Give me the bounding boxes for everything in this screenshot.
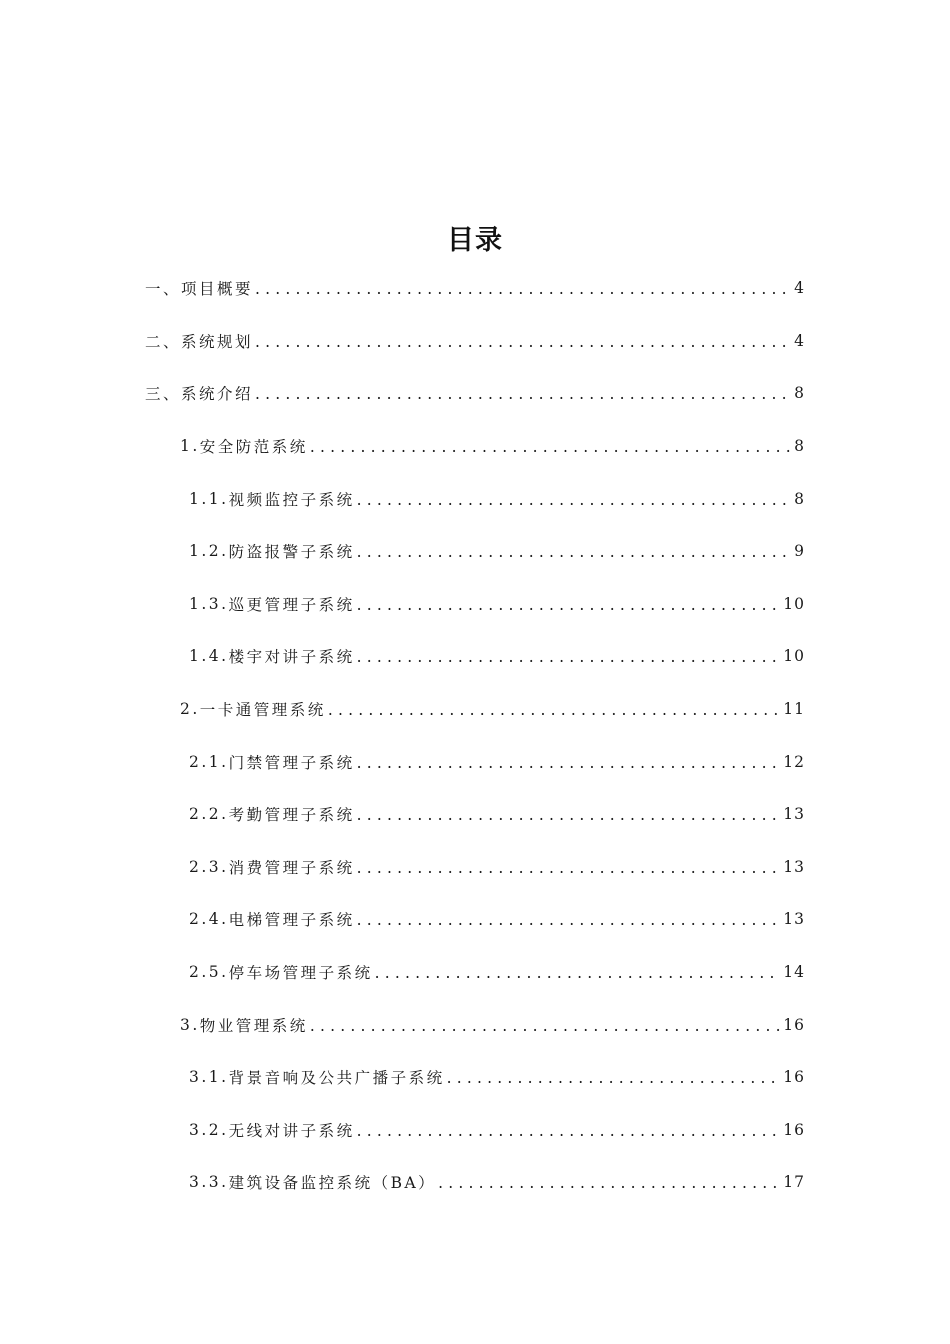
toc-entry-label: 楼宇对讲子系统 — [228, 648, 355, 667]
toc-entry[interactable] — [0, 367, 950, 420]
toc-entry-label: 一卡通管理系统 — [199, 701, 326, 720]
toc-entry-label: 防盗报警子系统 — [228, 543, 355, 562]
toc-entry-page: 4 — [794, 331, 805, 350]
toc-entry-label: 视频监控子系统 — [228, 490, 355, 509]
toc-entry-number: 二、 — [145, 332, 182, 351]
toc-dot-leader — [357, 911, 782, 929]
toc-entry[interactable] — [0, 578, 950, 631]
toc-entry[interactable] — [0, 630, 950, 683]
toc-entry-page: 10 — [783, 594, 805, 613]
toc-entry-page: 8 — [794, 489, 805, 508]
toc-entry-label: 项目概要 — [181, 280, 254, 299]
toc-entry-page: 16 — [783, 1015, 805, 1034]
toc-entry[interactable] — [0, 683, 950, 736]
toc-entry-page: 14 — [783, 963, 805, 982]
toc-entry-label: 门禁管理子系统 — [228, 753, 355, 772]
toc-entry-page: 12 — [783, 752, 805, 771]
toc-dot-leader — [357, 754, 782, 772]
toc-entry[interactable] — [0, 1104, 950, 1157]
toc-entry-number: 2. — [180, 700, 200, 719]
toc-entry-number: 1.2. — [189, 542, 229, 561]
toc-dot-leader — [447, 1069, 782, 1087]
toc-entry[interactable] — [0, 262, 950, 315]
toc-entry-label: 安全防范系统 — [199, 438, 308, 457]
toc-dot-leader — [357, 648, 782, 666]
toc-entry-page: 10 — [783, 647, 805, 666]
toc-entry-number: 3. — [180, 1015, 200, 1034]
toc-entry-number: 1.1. — [189, 489, 229, 508]
toc-entry[interactable] — [0, 420, 950, 473]
toc-entry-label: 消费管理子系统 — [228, 858, 355, 877]
toc-entry-page: 16 — [783, 1120, 805, 1139]
toc-entry[interactable] — [0, 1051, 950, 1104]
toc-entry[interactable] — [0, 1156, 950, 1209]
toc-entry[interactable] — [0, 841, 950, 894]
toc-entry-page: 13 — [783, 805, 805, 824]
toc-entry-label: 系统介绍 — [181, 385, 254, 404]
toc-entry[interactable] — [0, 893, 950, 946]
toc-entry-page: 4 — [794, 279, 805, 298]
toc-entry-label: 无线对讲子系统 — [228, 1121, 355, 1140]
toc-dot-leader — [438, 1174, 781, 1192]
toc-entry-number: 2.4. — [189, 910, 229, 929]
toc-dot-leader — [310, 1017, 781, 1035]
toc-dot-leader — [310, 438, 792, 456]
toc-entry-page: 11 — [783, 700, 805, 719]
toc-entry-number: 3.3. — [189, 1173, 229, 1192]
toc-entry[interactable] — [0, 525, 950, 578]
toc-entry[interactable] — [0, 315, 950, 368]
toc-entry-label: 电梯管理子系统 — [228, 911, 355, 930]
toc-entry-page: 8 — [794, 437, 805, 456]
toc-dot-leader — [328, 701, 781, 719]
toc-entry-page: 9 — [794, 542, 805, 561]
toc-dot-leader — [357, 596, 782, 614]
toc-entry-number: 2.3. — [189, 857, 229, 876]
toc-entry-page: 17 — [783, 1173, 805, 1192]
toc-entry-page: 13 — [783, 857, 805, 876]
toc-dot-leader — [255, 385, 792, 403]
toc-entry-number: 3.1. — [189, 1068, 229, 1087]
toc-entry-number: 1.3. — [189, 594, 229, 613]
toc-dot-leader — [375, 964, 782, 982]
toc-entry-page: 16 — [783, 1068, 805, 1087]
toc-entry-number: 2.2. — [189, 805, 229, 824]
toc-entry-number: 2.5. — [189, 963, 229, 982]
toc-dot-leader — [357, 1122, 782, 1140]
toc-entry-number: 三、 — [145, 385, 182, 404]
toc-list — [0, 262, 950, 1209]
toc-dot-leader — [255, 280, 792, 298]
toc-title: 目录 — [447, 225, 503, 256]
toc-entry-number: 3.2. — [189, 1120, 229, 1139]
toc-entry[interactable] — [0, 998, 950, 1051]
toc-entry-label: 巡更管理子系统 — [228, 595, 355, 614]
toc-entry-number: 1. — [180, 437, 200, 456]
toc-entry[interactable] — [0, 472, 950, 525]
toc-dot-leader — [357, 543, 793, 561]
toc-entry-page: 8 — [794, 384, 805, 403]
toc-entry-label: 物业管理系统 — [199, 1016, 308, 1035]
toc-dot-leader — [357, 806, 782, 824]
toc-dot-leader — [255, 333, 792, 351]
toc-entry[interactable] — [0, 788, 950, 841]
toc-entry-number: 一、 — [145, 280, 182, 299]
toc-entry-label: 考勤管理子系统 — [228, 806, 355, 825]
toc-entry-page: 13 — [783, 910, 805, 929]
toc-entry-label: 背景音响及公共广播子系统 — [228, 1069, 445, 1088]
toc-entry[interactable] — [0, 735, 950, 788]
toc-dot-leader — [357, 491, 793, 509]
toc-entry-label: 建筑设备监控系统（BA） — [228, 1174, 437, 1193]
toc-entry[interactable] — [0, 946, 950, 999]
toc-entry-label: 停车场管理子系统 — [228, 964, 373, 983]
toc-entry-number: 1.4. — [189, 647, 229, 666]
toc-dot-leader — [357, 859, 782, 877]
toc-entry-label: 系统规划 — [181, 332, 254, 351]
toc-entry-number: 2.1. — [189, 752, 229, 771]
